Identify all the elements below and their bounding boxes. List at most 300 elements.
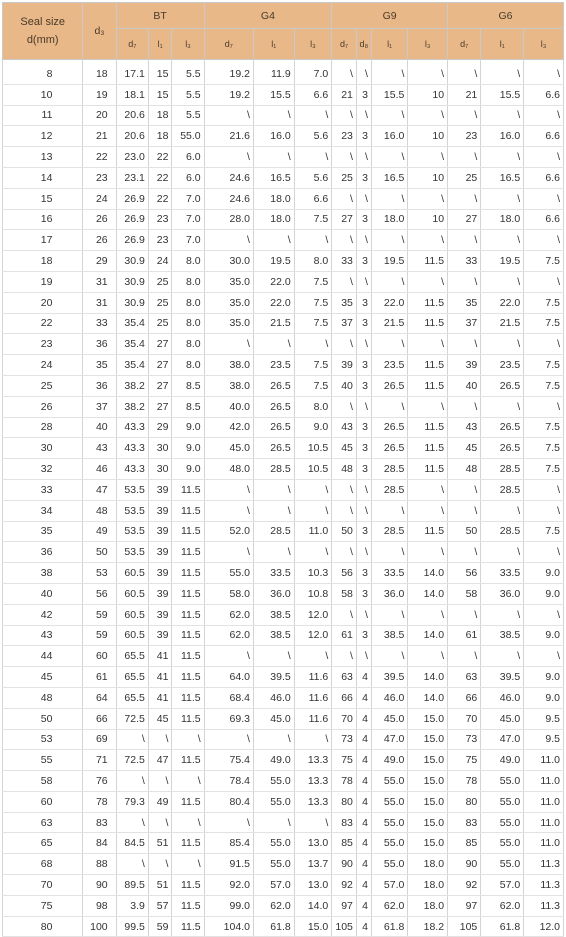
d3-cell: 23 [83, 167, 116, 188]
g6-d7-cell: 56 [448, 563, 481, 584]
table-row [3, 313, 564, 334]
d3-cell: 22 [83, 147, 116, 168]
g4-l1-cell: \ [253, 542, 294, 563]
g6-l1-cell: \ [481, 105, 524, 126]
g9-l1-cell: \ [371, 604, 407, 625]
g6-l3-cell: \ [524, 500, 564, 521]
bt-l1-cell: 27 [148, 375, 172, 396]
bt-l3-cell: 55.0 [172, 126, 204, 147]
g6-l1-cell: 23.5 [481, 355, 524, 376]
g4-l1-header: l₁ [253, 29, 294, 60]
g6-d7-cell: \ [448, 60, 481, 85]
g9-l3-cell: 11.5 [408, 438, 448, 459]
bt-l1-cell: 30 [148, 459, 172, 480]
seal-size-cell: 38 [3, 563, 83, 584]
g9-l3-cell: \ [408, 147, 448, 168]
g9-l3-cell: 14.0 [408, 667, 448, 688]
g6-d7-cell: 61 [448, 625, 481, 646]
g6-l3-cell: 11.0 [524, 750, 564, 771]
bt-l3-cell: 11.5 [172, 625, 204, 646]
bt-d7-cell: \ [116, 812, 148, 833]
g6-d7-cell: \ [448, 105, 481, 126]
g9-d8-cell: \ [356, 105, 371, 126]
g4-l3-cell: \ [294, 646, 332, 667]
g4-l3-cell: 6.6 [294, 84, 332, 105]
g6-d7-cell: 21 [448, 84, 481, 105]
g6-l3-cell: 7.5 [524, 251, 564, 272]
bt-l3-cell: 9.0 [172, 459, 204, 480]
seal-size-cell: 18 [3, 251, 83, 272]
bt-l3-cell: 11.5 [172, 521, 204, 542]
d3-cell: 76 [83, 771, 116, 792]
seal-size-cell: 50 [3, 708, 83, 729]
g9-d7-cell: 43 [332, 417, 357, 438]
table-row [3, 188, 564, 209]
g9-l1-cell: 28.5 [371, 459, 407, 480]
g6-d7-cell: 80 [448, 791, 481, 812]
g9-l1-cell: 49.0 [371, 750, 407, 771]
g4-l3-cell: 8.0 [294, 396, 332, 417]
seal-size-cell: 36 [3, 542, 83, 563]
g6-d7-cell: 33 [448, 251, 481, 272]
g6-l3-cell: 7.5 [524, 292, 564, 313]
g4-d7-cell: 38.0 [204, 355, 253, 376]
g6-d7-cell: 25 [448, 167, 481, 188]
g9-l1-cell: \ [371, 60, 407, 85]
g9-d7-cell: 58 [332, 583, 357, 604]
table-row [3, 729, 564, 750]
g6-l3-cell: 9.5 [524, 708, 564, 729]
g4-l1-cell: 16.5 [253, 167, 294, 188]
seal-size-header [3, 3, 83, 60]
g6-l1-cell: 26.5 [481, 375, 524, 396]
g4-d7-cell: 28.0 [204, 209, 253, 230]
g9-l1-cell: \ [371, 271, 407, 292]
g9-l1-header: l₁ [371, 29, 407, 60]
table-row [3, 542, 564, 563]
g6-l3-cell: 9.5 [524, 729, 564, 750]
g6-l1-cell: 61.8 [481, 916, 524, 937]
table-row [3, 459, 564, 480]
d3-cell: 46 [83, 459, 116, 480]
g6-l1-cell: \ [481, 604, 524, 625]
g9-d8-cell: 3 [356, 292, 371, 313]
g9-l3-cell: 11.5 [408, 355, 448, 376]
spec-table-container [0, 2, 566, 933]
g9-l3-cell: 15.0 [408, 791, 448, 812]
g4-l1-cell: \ [253, 334, 294, 355]
bt-l3-cell: 6.0 [172, 147, 204, 168]
seal-size-cell: 63 [3, 812, 83, 833]
g4-d7-cell: 104.0 [204, 916, 253, 937]
bt-d7-cell: 60.5 [116, 583, 148, 604]
bt-l1-cell: 23 [148, 230, 172, 251]
g4-l1-cell: \ [253, 500, 294, 521]
bt-l1-cell: 29 [148, 417, 172, 438]
bt-l1-cell: 39 [148, 583, 172, 604]
bt-l3-cell: 11.5 [172, 500, 204, 521]
g9-d8-cell: \ [356, 396, 371, 417]
g9-d7-cell: 80 [332, 791, 357, 812]
seal-size-cell: 42 [3, 604, 83, 625]
g9-l1-cell: \ [371, 396, 407, 417]
d3-cell: 35 [83, 355, 116, 376]
g9-d8-cell: \ [356, 230, 371, 251]
table-row [3, 604, 564, 625]
g4-d7-cell: 24.6 [204, 167, 253, 188]
bt-d7-cell: 72.5 [116, 750, 148, 771]
seal-size-cell: 8 [3, 60, 83, 85]
g9-l1-cell: 33.5 [371, 563, 407, 584]
g4-d7-cell: 42.0 [204, 417, 253, 438]
bt-l3-cell: 5.5 [172, 84, 204, 105]
bt-d7-cell: 79.3 [116, 791, 148, 812]
bt-l1-cell: 41 [148, 646, 172, 667]
bt-d7-cell: 30.9 [116, 271, 148, 292]
g9-d7-cell: 40 [332, 375, 357, 396]
bt-l1-cell: 22 [148, 167, 172, 188]
bt-d7-cell: 53.5 [116, 521, 148, 542]
d3-cell: 59 [83, 625, 116, 646]
d3-cell: 50 [83, 542, 116, 563]
g4-l3-cell: 7.5 [294, 271, 332, 292]
g9-d8-cell: 3 [356, 417, 371, 438]
table-row [3, 791, 564, 812]
g4-l3-header: l₃ [294, 29, 332, 60]
d3-cell: 19 [83, 84, 116, 105]
g4-l1-cell: 18.0 [253, 209, 294, 230]
g4-l3-cell: 12.0 [294, 604, 332, 625]
table-row [3, 583, 564, 604]
g9-d7-cell: 33 [332, 251, 357, 272]
g4-d7-cell: \ [204, 729, 253, 750]
g9-l3-cell: 11.5 [408, 375, 448, 396]
bt-l1-cell: 22 [148, 147, 172, 168]
g6-l1-cell: 16.0 [481, 126, 524, 147]
seal-size-cell: 14 [3, 167, 83, 188]
g9-l3-cell: 11.5 [408, 251, 448, 272]
g6-l1-cell: 55.0 [481, 791, 524, 812]
g4-l1-cell: \ [253, 812, 294, 833]
g9-d8-cell: 4 [356, 729, 371, 750]
g6-l3-cell: 7.5 [524, 459, 564, 480]
g4-l1-cell: 26.5 [253, 438, 294, 459]
g6-l3-cell: 11.0 [524, 771, 564, 792]
bt-l3-cell: 8.5 [172, 396, 204, 417]
bt-l3-cell: 8.0 [172, 334, 204, 355]
g4-d7-cell: \ [204, 542, 253, 563]
bt-d7-cell: \ [116, 729, 148, 750]
g9-d7-cell: 75 [332, 750, 357, 771]
bt-l3-cell: 11.5 [172, 916, 204, 937]
g9-d7-cell: \ [332, 542, 357, 563]
g9-d7-cell: 27 [332, 209, 357, 230]
table-row [3, 750, 564, 771]
g9-l1-cell: 16.5 [371, 167, 407, 188]
g9-d8-cell: 4 [356, 833, 371, 854]
g4-l1-cell: 61.8 [253, 916, 294, 937]
seal-size-cell: 80 [3, 916, 83, 937]
g4-l3-cell: 10.3 [294, 563, 332, 584]
g4-d7-cell: 19.2 [204, 84, 253, 105]
g4-d7-cell: 99.0 [204, 895, 253, 916]
g9-d7-cell: \ [332, 646, 357, 667]
g9-l3-cell: \ [408, 604, 448, 625]
g9-l3-cell: 10 [408, 126, 448, 147]
g9-d8-cell: 3 [356, 375, 371, 396]
g6-l1-cell: 16.5 [481, 167, 524, 188]
g4-l1-cell: 57.0 [253, 875, 294, 896]
g9-d8-cell: 3 [356, 355, 371, 376]
g6-l3-cell: 7.5 [524, 417, 564, 438]
bt-l3-cell: 5.5 [172, 105, 204, 126]
g4-l1-cell: 38.5 [253, 604, 294, 625]
bt-d7-cell: 35.4 [116, 334, 148, 355]
d3-cell: 98 [83, 895, 116, 916]
g9-d8-cell: 3 [356, 625, 371, 646]
seal-size-cell: 12 [3, 126, 83, 147]
d3-cell: 69 [83, 729, 116, 750]
bt-l1-cell: 27 [148, 396, 172, 417]
g4-l3-cell: 13.7 [294, 854, 332, 875]
bt-l3-cell: \ [172, 771, 204, 792]
bt-d7-cell: 18.1 [116, 84, 148, 105]
g9-d7-cell: \ [332, 230, 357, 251]
bt-l3-cell: 8.5 [172, 375, 204, 396]
d3-cell: 49 [83, 521, 116, 542]
g4-l3-cell: \ [294, 542, 332, 563]
group-header-g4: G4 [204, 3, 332, 29]
g9-l1-cell: \ [371, 334, 407, 355]
g9-l1-cell: 39.5 [371, 667, 407, 688]
d3-cell: 26 [83, 230, 116, 251]
g9-l3-cell: 11.5 [408, 292, 448, 313]
g6-l1-cell: \ [481, 334, 524, 355]
g9-d7-cell: 39 [332, 355, 357, 376]
bt-l3-cell: 11.5 [172, 875, 204, 896]
g9-l3-cell: 18.0 [408, 875, 448, 896]
g6-d7-cell: \ [448, 230, 481, 251]
g6-d7-cell: \ [448, 500, 481, 521]
bt-l1-cell: 25 [148, 271, 172, 292]
seal-dimension-table [2, 2, 564, 937]
table-row [3, 292, 564, 313]
g9-d8-cell: 4 [356, 708, 371, 729]
table-row [3, 230, 564, 251]
g6-d7-cell: 50 [448, 521, 481, 542]
g4-d7-cell: 64.0 [204, 667, 253, 688]
g9-d7-cell: 92 [332, 875, 357, 896]
g6-l3-cell: 7.5 [524, 438, 564, 459]
g4-l3-cell: 13.3 [294, 791, 332, 812]
g6-l1-header: l₁ [481, 29, 524, 60]
g6-l1-cell: 47.0 [481, 729, 524, 750]
g6-l3-cell: 6.6 [524, 209, 564, 230]
bt-d7-cell: 65.5 [116, 687, 148, 708]
bt-l3-cell: 11.5 [172, 667, 204, 688]
d3-cell: 78 [83, 791, 116, 812]
g9-d8-cell: 3 [356, 84, 371, 105]
d3-cell: 56 [83, 583, 116, 604]
g4-d7-cell: \ [204, 812, 253, 833]
g4-d7-cell: 45.0 [204, 438, 253, 459]
g6-l3-cell: \ [524, 479, 564, 500]
g9-d7-cell: \ [332, 188, 357, 209]
g9-d7-cell: \ [332, 334, 357, 355]
g9-l1-cell: 26.5 [371, 438, 407, 459]
g9-d7-cell: \ [332, 147, 357, 168]
bt-d7-cell: 43.3 [116, 459, 148, 480]
bt-l1-cell: 15 [148, 84, 172, 105]
g9-d7-cell: 73 [332, 729, 357, 750]
g9-d8-cell: 4 [356, 812, 371, 833]
seal-size-cell: 70 [3, 875, 83, 896]
bt-d7-cell: 60.5 [116, 563, 148, 584]
seal-size-cell: 65 [3, 833, 83, 854]
g6-l3-cell: \ [524, 646, 564, 667]
g9-d8-cell: 3 [356, 167, 371, 188]
seal-size-label: Seal size [20, 16, 66, 28]
g9-l3-cell: \ [408, 646, 448, 667]
g9-d8-cell: 3 [356, 251, 371, 272]
g4-l1-cell: 11.9 [253, 60, 294, 85]
bt-d7-cell: 99.5 [116, 916, 148, 937]
g6-l1-cell: 38.5 [481, 625, 524, 646]
table-row [3, 60, 564, 85]
g9-l3-cell: 15.0 [408, 833, 448, 854]
g6-l3-cell: 6.6 [524, 84, 564, 105]
bt-l1-cell: 30 [148, 438, 172, 459]
g4-d7-cell: 92.0 [204, 875, 253, 896]
bt-l1-cell: 41 [148, 667, 172, 688]
g6-l1-cell: 49.0 [481, 750, 524, 771]
g9-l3-cell: \ [408, 334, 448, 355]
g4-l3-cell: \ [294, 500, 332, 521]
table-row [3, 500, 564, 521]
d3-cell: 31 [83, 292, 116, 313]
g9-d8-cell: 4 [356, 875, 371, 896]
g9-d7-cell: \ [332, 396, 357, 417]
g6-l1-cell: 55.0 [481, 833, 524, 854]
seal-size-cell: 45 [3, 667, 83, 688]
bt-d7-cell: \ [116, 771, 148, 792]
g4-l3-cell: 11.6 [294, 708, 332, 729]
seal-size-cell: 15 [3, 188, 83, 209]
g6-d7-cell: \ [448, 147, 481, 168]
g4-d7-cell: 80.4 [204, 791, 253, 812]
g6-l1-cell: 18.0 [481, 209, 524, 230]
g9-l3-cell: 11.5 [408, 521, 448, 542]
g9-l1-cell: 55.0 [371, 791, 407, 812]
g6-l3-cell: 9.0 [524, 563, 564, 584]
g9-d8-cell: 3 [356, 313, 371, 334]
bt-d7-cell: 38.2 [116, 375, 148, 396]
g9-d7-cell: 61 [332, 625, 357, 646]
g9-l1-cell: 61.8 [371, 916, 407, 937]
bt-l1-cell: 49 [148, 791, 172, 812]
g4-l3-cell: \ [294, 812, 332, 833]
g9-d8-header: d₈ [356, 29, 371, 60]
g6-d7-cell: \ [448, 396, 481, 417]
g6-d7-cell: \ [448, 271, 481, 292]
g9-l3-cell: 10 [408, 209, 448, 230]
bt-l3-cell: 11.5 [172, 791, 204, 812]
bt-d7-cell: 26.9 [116, 188, 148, 209]
g9-d8-cell: 4 [356, 667, 371, 688]
g4-l1-cell: 26.5 [253, 417, 294, 438]
g4-l1-cell: 28.5 [253, 459, 294, 480]
g6-l3-cell: \ [524, 230, 564, 251]
seal-size-cell: 17 [3, 230, 83, 251]
g9-d7-cell: \ [332, 604, 357, 625]
bt-l1-cell: 25 [148, 292, 172, 313]
g6-l1-cell: 62.0 [481, 895, 524, 916]
seal-size-unit: d(mm) [26, 34, 59, 46]
g9-l1-cell: 38.5 [371, 625, 407, 646]
bt-d7-cell: 38.2 [116, 396, 148, 417]
g4-d7-cell: 35.0 [204, 292, 253, 313]
g6-l1-cell: \ [481, 60, 524, 85]
seal-size-cell: 24 [3, 355, 83, 376]
g6-d7-cell: 58 [448, 583, 481, 604]
g6-l3-cell: \ [524, 147, 564, 168]
g4-l3-cell: 13.0 [294, 833, 332, 854]
g9-d7-cell: 85 [332, 833, 357, 854]
bt-l1-cell: \ [148, 812, 172, 833]
g4-l1-cell: 55.0 [253, 854, 294, 875]
bt-l1-cell: \ [148, 729, 172, 750]
g4-l1-cell: 62.0 [253, 895, 294, 916]
g9-l3-cell: 18.0 [408, 854, 448, 875]
g9-l1-cell: 21.5 [371, 313, 407, 334]
g4-l3-cell: \ [294, 334, 332, 355]
group-header-bt: BT [116, 3, 204, 29]
g6-l1-cell: \ [481, 271, 524, 292]
g6-l3-cell: \ [524, 60, 564, 85]
g4-d7-cell: \ [204, 646, 253, 667]
seal-size-cell: 60 [3, 791, 83, 812]
g9-l1-cell: \ [371, 500, 407, 521]
g4-d7-cell: 85.4 [204, 833, 253, 854]
g6-l3-cell: \ [524, 334, 564, 355]
g9-l3-cell: 15.0 [408, 750, 448, 771]
g4-l1-cell: 19.5 [253, 251, 294, 272]
table-row [3, 84, 564, 105]
g6-l3-cell: \ [524, 105, 564, 126]
g6-l3-cell: 9.0 [524, 625, 564, 646]
bt-l1-cell: 45 [148, 708, 172, 729]
g4-l3-cell: 10.5 [294, 459, 332, 480]
table-row [3, 625, 564, 646]
table-row [3, 687, 564, 708]
table-row [3, 521, 564, 542]
d3-cell: 60 [83, 646, 116, 667]
g6-l3-cell: \ [524, 188, 564, 209]
g4-d7-cell: 24.6 [204, 188, 253, 209]
table-row [3, 396, 564, 417]
g4-d7-header: d₇ [204, 29, 253, 60]
d3-cell: 71 [83, 750, 116, 771]
g6-d7-header: d₇ [448, 29, 481, 60]
g4-l3-cell: \ [294, 729, 332, 750]
g4-l1-cell: 55.0 [253, 771, 294, 792]
table-body [3, 60, 564, 937]
table-row [3, 667, 564, 688]
bt-l1-cell: 15 [148, 60, 172, 85]
g4-l1-cell: 18.0 [253, 188, 294, 209]
bt-d7-cell: 65.5 [116, 667, 148, 688]
g4-l1-cell: 26.5 [253, 396, 294, 417]
